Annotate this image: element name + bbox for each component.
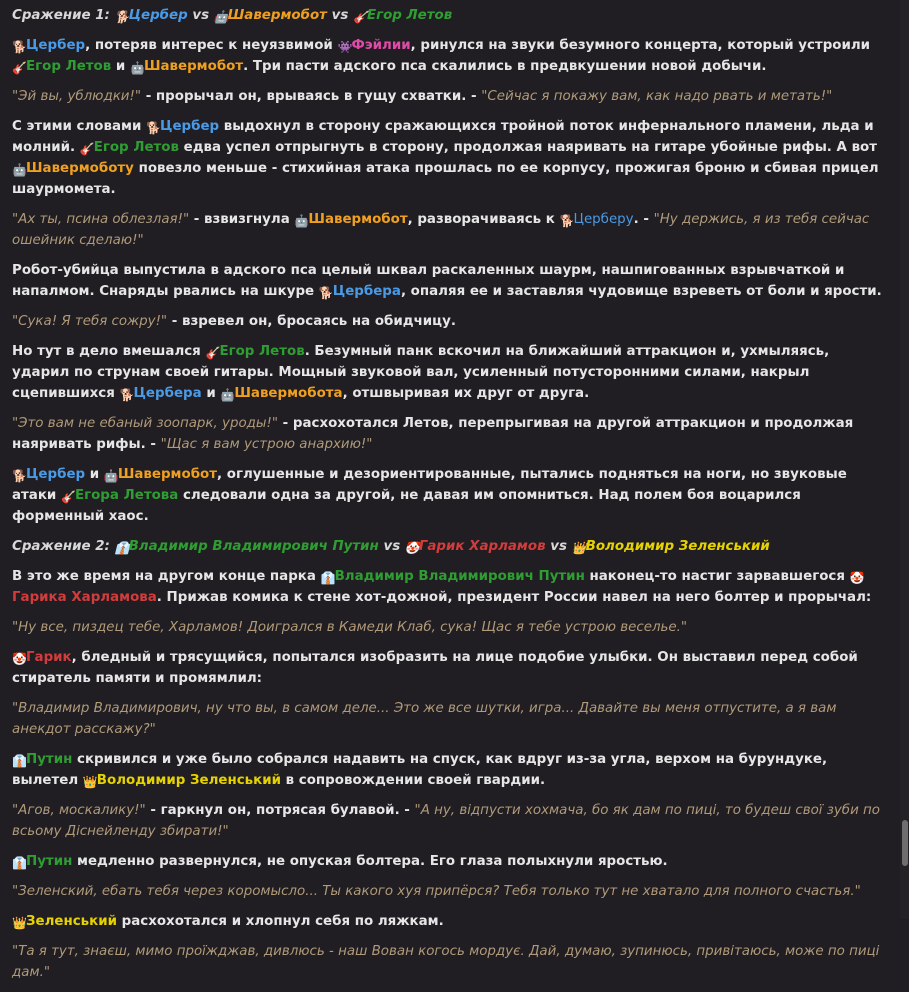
text: . - (633, 212, 654, 227)
robot-icon: 🤖 (103, 469, 119, 483)
name-putin: Владимир Владимирович Путин (334, 569, 585, 584)
dog-icon: 🐕 (318, 286, 334, 300)
text: повезло меньше - стихийная атака прошлась по ее корпусу, прожигая броню и сбивая прицел шаурмомета. (12, 161, 879, 197)
quote: "Ну все, пиздец тебе, Харламов! Доигрался в Камеди Клаб, сука! Щас я тебе устрою веселье." (12, 620, 688, 635)
paragraph (12, 260, 884, 302)
quote: "Ах ты, псина облезлая!" (12, 212, 190, 227)
text: и (111, 59, 130, 74)
paragraph (12, 647, 884, 689)
name-letov: Егор (93, 140, 129, 155)
name-fei: Фэйлии (351, 38, 411, 53)
story-content (12, 5, 884, 992)
name-shaverm: Шавермобот (117, 467, 218, 482)
vs-label: vs (550, 539, 567, 554)
text: наконец-то настиг зарвавшегося (584, 569, 850, 584)
putin-icon: 👔 (12, 754, 27, 768)
quote: "Владимир Владимирович, ну что вы, в самом деле... Это же все шутки, игра... Давайте вы меня отпустите, а я вам анекдот расскажу?" (12, 701, 837, 737)
dog-icon: 🐕 (12, 469, 27, 483)
text: , отшвыривая их друг от друга. (342, 386, 590, 401)
text: медленно развернулся, не опуская болтера. Его глаза полыхнули яростью. (72, 854, 668, 869)
name-letov: Егор Летов (26, 59, 112, 74)
name-cerber: Цербер (160, 119, 220, 134)
battle-1-heading (12, 5, 884, 26)
paragraph (12, 341, 884, 404)
paragraph (12, 851, 884, 872)
name-zelensky: Володимир Зеленський (585, 539, 770, 554)
vs-label: vs (331, 8, 349, 23)
quote: "А ну, відпусти хохмача, бо як дам по пиці, то будеш свої зуби по всьому Діснейленду збирати!" (12, 803, 880, 839)
name-cerber: Цербер (26, 467, 86, 482)
text: , потеряв интерес к неуязвимой (85, 38, 338, 53)
dog-icon: 🐕 (559, 214, 575, 228)
scrollbar[interactable] (900, 0, 909, 919)
name-letov: Летов (133, 140, 179, 155)
paragraph (12, 86, 884, 107)
name-letov: Егор Летов (366, 8, 453, 23)
text: Робот-убийца выпустила в адского пса целый шквал раскаленных шаурм, нашпигованных взрывчаткой и напалмом. Снаряды рвались на шкуре (12, 263, 845, 299)
text: Но тут в дело вмешался (12, 344, 206, 359)
name-shaverm: Шавермобот (143, 59, 244, 74)
quote: "Щас я вам устрою анархию!" (160, 437, 373, 452)
dog-icon: 🐕 (146, 121, 161, 135)
name-putin: Владимир Владимирович Путин (128, 539, 379, 554)
name-cerber: Церберу (573, 212, 634, 227)
putin-icon: 👔 (12, 856, 27, 870)
clown-icon: 🤡 (404, 541, 420, 555)
paragraph (12, 35, 884, 77)
text: , ринулся на звуки безумного концерта, который устроили (410, 38, 871, 53)
putin-icon: 👔 (320, 571, 336, 585)
text: - прорычал он, врываясь в гущу схватки. - (141, 89, 482, 104)
quote: "Это вам не ебаный зоопарк, уроды!" (12, 416, 278, 431)
text: и (85, 467, 104, 482)
name-cerber: Цербер (26, 38, 86, 53)
name-garik: Гарика (12, 590, 67, 605)
text: . Три пасти адского пса скалились в предвкушении новой добычи. (243, 59, 767, 74)
name-letov: Летова (123, 488, 179, 503)
quote: "Ну держись, я из тебя сейчас ошейник сделаю!" (12, 212, 870, 248)
text: С этими словами (12, 119, 147, 134)
guitar-icon: 🎸 (12, 61, 27, 75)
name-putin: Путин (26, 752, 73, 767)
text: следовали одна за другой, не давая им опомниться. Над полем боя воцарился форменный хаос. (12, 488, 801, 524)
paragraph (12, 749, 884, 791)
battle-2-heading (12, 536, 884, 557)
name-garik: Гарик Харламов (418, 539, 546, 554)
crown-icon: 👑 (571, 541, 587, 555)
text: едва успел отпрыгнуть в сторону, продолжая наяривать на гитаре убойные рифы. А вот (178, 140, 878, 155)
text: , оглушенные и дезориентированные, пытались подняться на ноги, но звуковые атаки (12, 467, 847, 503)
paragraph (12, 413, 884, 455)
paragraph (12, 881, 884, 902)
robot-icon: 🤖 (294, 214, 310, 228)
text: , бледный и трясущийся, попытался изобразить на лице подобие улыбки. Он выставил перед собой стиратель памяти и промямлил: (12, 650, 858, 686)
name-shaverm: Шавермобот (227, 8, 327, 23)
name-zelensky: Зеленський (26, 914, 117, 929)
paragraph (12, 464, 884, 527)
vs-label: vs (192, 8, 210, 23)
robot-icon: 🤖 (213, 10, 229, 24)
putin-icon: 👔 (114, 541, 130, 555)
guitar-icon: 🎸 (79, 142, 95, 156)
robot-icon: 🤖 (129, 61, 145, 75)
name-shaverm: Шавермобот (308, 212, 408, 227)
text: . Прижав комика к стене хот-дожной, президент России навел на него болтер и прорычал: (156, 590, 872, 605)
battle-label: Сражение 1: (12, 8, 110, 23)
crown-icon: 👑 (82, 775, 98, 789)
paragraph (12, 209, 884, 251)
text: В это же время на другом конце парка (12, 569, 321, 584)
text: , разворачиваясь к (407, 212, 560, 227)
name-shaverm: Шавермоботу (26, 161, 134, 176)
name-cerber: Цербера (133, 386, 202, 401)
clown-icon: 🤡 (849, 571, 865, 585)
text: - взревел он, бросаясь на обидчицу. (167, 314, 456, 329)
guitar-icon: 🎸 (352, 10, 368, 24)
dog-icon: 🐕 (114, 10, 130, 24)
name-letov: Егора (74, 488, 119, 503)
guitar-icon: 🎸 (205, 346, 221, 360)
quote: "Та я тут, знаєш, мимо проїжджав, дивлюсь - наш Вован когось мордує. Дай, думаю, зупинюсь, привітаюсь, може по пиці дам." (12, 944, 880, 980)
vs-label: vs (383, 539, 401, 554)
paragraph (12, 617, 884, 638)
dog-icon: 🐕 (119, 388, 135, 402)
battle-label: Сражение 2: (12, 539, 110, 554)
name-cerber: Цербера (332, 284, 401, 299)
quote: "Эй вы, ублюдки!" (12, 89, 142, 104)
paragraph (12, 566, 884, 608)
alien-icon: 👾 (337, 40, 353, 54)
text: выдохнул в сторону сражающихся тройной поток инфернального пламени, льда и молний. (12, 119, 874, 155)
text: . Безумный панк вскочил на ближайший аттракцион и, ухмыляясь, ударил по струнам своей гитары. Мощный звуковой вал, усиленный потусторонними силами, накрыл сцепившихся (12, 344, 830, 401)
name-shaverm: Шавермобота (234, 386, 343, 401)
robot-icon: 🤖 (220, 388, 236, 402)
quote: "Агов, москалику!" (12, 803, 146, 818)
robot-icon: 🤖 (12, 163, 27, 177)
paragraph (12, 698, 884, 740)
paragraph (12, 116, 884, 200)
name-garik: Харламова (71, 590, 157, 605)
text: - взвизгнула (189, 212, 295, 227)
text: скривился и уже было собрался надавить на спуск, как вдруг из-за угла, верхом на бурундуке, вылетел (12, 752, 828, 788)
text: , опаляя ее и заставляя чудовище взреветь от боли и ярости. (400, 284, 882, 299)
text: и (201, 386, 221, 401)
name-putin: Путин (26, 854, 73, 869)
quote: "Сука! Я тебя сожру!" (12, 314, 168, 329)
guitar-icon: 🎸 (60, 490, 76, 504)
text: - гаркнул он, потрясая булавой. - (145, 803, 415, 818)
quote: "Сейчас я покажу вам, как надо рвать и метать!" (481, 89, 833, 104)
scrollbar-thumb[interactable] (902, 820, 908, 866)
name-letov: Егор Летов (219, 344, 305, 359)
name-zelensky: Володимир (96, 773, 186, 788)
paragraph (12, 911, 884, 932)
name-cerber: Цербер (128, 8, 188, 23)
quote: "Зеленский, ебать тебя через коромысло... Ты какого хуя припёрся? Тебя только тут не хватало для полного счастья." (12, 884, 861, 899)
dog-icon: 🐕 (12, 40, 27, 54)
paragraph (12, 311, 884, 332)
crown-icon: 👑 (12, 916, 27, 930)
text: расхохотался и хлопнул себя по ляжкам. (117, 914, 444, 929)
name-zelensky: Зеленський (190, 773, 281, 788)
text: - расхохотался Летов, перепрыгивая на другой аттракцион и продолжая наяривать рифы. - (12, 416, 854, 452)
paragraph (12, 941, 884, 983)
name-garik: Гарик (26, 650, 72, 665)
paragraph (12, 800, 884, 842)
clown-icon: 🤡 (12, 652, 27, 666)
text: в сопровождении своей гвардии. (281, 773, 546, 788)
